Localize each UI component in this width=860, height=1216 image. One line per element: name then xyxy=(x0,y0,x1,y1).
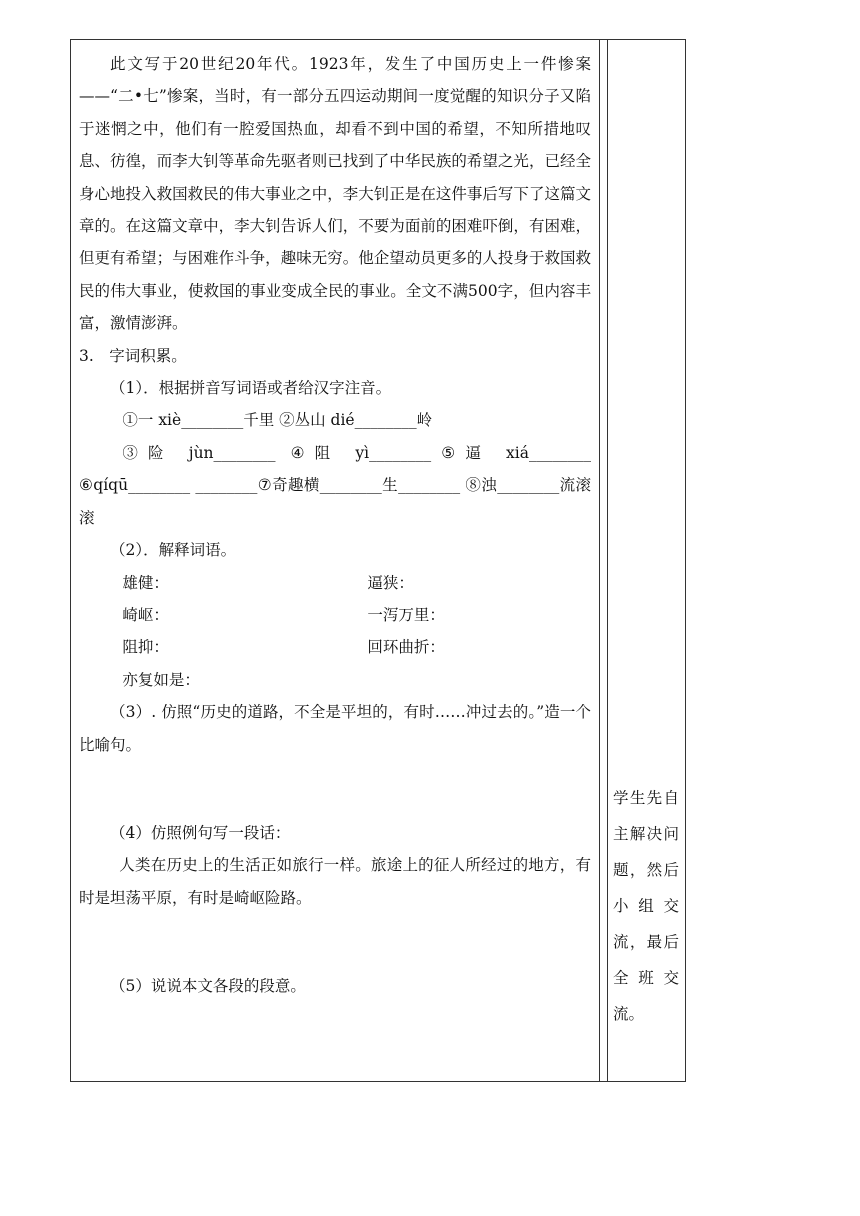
question-5: （5）说说本文各段的段意。 xyxy=(110,977,306,996)
question-3: （3）. 仿照“历史的道路，不全是平坦的，有时……冲过去的。”造一个比喻句。 xyxy=(79,703,591,754)
question-1-line-2: ③险 jùn________ ④阻 yì________⑤逼 xiá________ ⑥qíqū________ ________⑦奇趣横________生________ ⑧浊________流滚滚 xyxy=(79,443,591,527)
activity-note: 学生先自主解决问题，然后小组交流，最后全班交流。 xyxy=(613,789,679,1023)
column-divider xyxy=(599,40,600,1081)
question-1-title: （1）．根据拼音写词语或者给汉字注音。 xyxy=(110,379,392,398)
question-4-example: 人类在历史上的生活正如旅行一样。旅途上的征人所经过的地方，有时是坦荡平原，有时是崎岖险路。 xyxy=(79,856,591,907)
question-4-title: （4）仿照例句写一段话： xyxy=(110,823,291,842)
term-row xyxy=(79,599,591,631)
question-1-line-1: ①一 xiè________千里 ②丛山 dié________岭 xyxy=(122,411,433,430)
term: 逼狭： xyxy=(367,573,414,592)
term: 一泻万里： xyxy=(367,605,445,624)
section-heading: 3. 字词积累。 xyxy=(79,346,187,365)
question-2-title: （2）．解释词语。 xyxy=(110,541,237,560)
answer-space xyxy=(79,761,591,817)
intro-paragraph: 此文写于20世纪20年代。1923年，发生了中国历史上一件惨案——“二•七”惨案，当时，有一部分五四运动期间一度觉醒的知识分子又陷于迷惘之中，他们有一腔爱国热血，却看不到中国的希望，不知所措地叹息、彷徨，而李大钊等革命先驱者则已找到了中华民族的希望之光，已经全身心地投入救国救民的伟大事业之中，李大钊正是在这件事后写下了这篇文章的。在这篇文章中，李大钊告诉人们，不要为面前的困难吓倒，有困难，但更有希望；与困难作斗争，趣味无穷。他企望动员更多的人投身于救国救民的伟大事业，使救国的事业变成全民的事业。全文不满500字，但内容丰富，激情澎湃。 xyxy=(79,55,591,333)
column-divider xyxy=(607,40,608,1081)
content-cell xyxy=(79,48,591,1003)
lesson-table xyxy=(70,39,686,1082)
term: 亦复如是： xyxy=(122,670,200,689)
term: 雄健： xyxy=(122,573,169,592)
term: 回环曲折： xyxy=(367,638,445,657)
answer-space xyxy=(79,914,591,970)
term: 崎岖： xyxy=(122,605,169,624)
term-row xyxy=(79,567,591,599)
term-row xyxy=(79,631,591,663)
term: 阻抑： xyxy=(122,638,169,657)
